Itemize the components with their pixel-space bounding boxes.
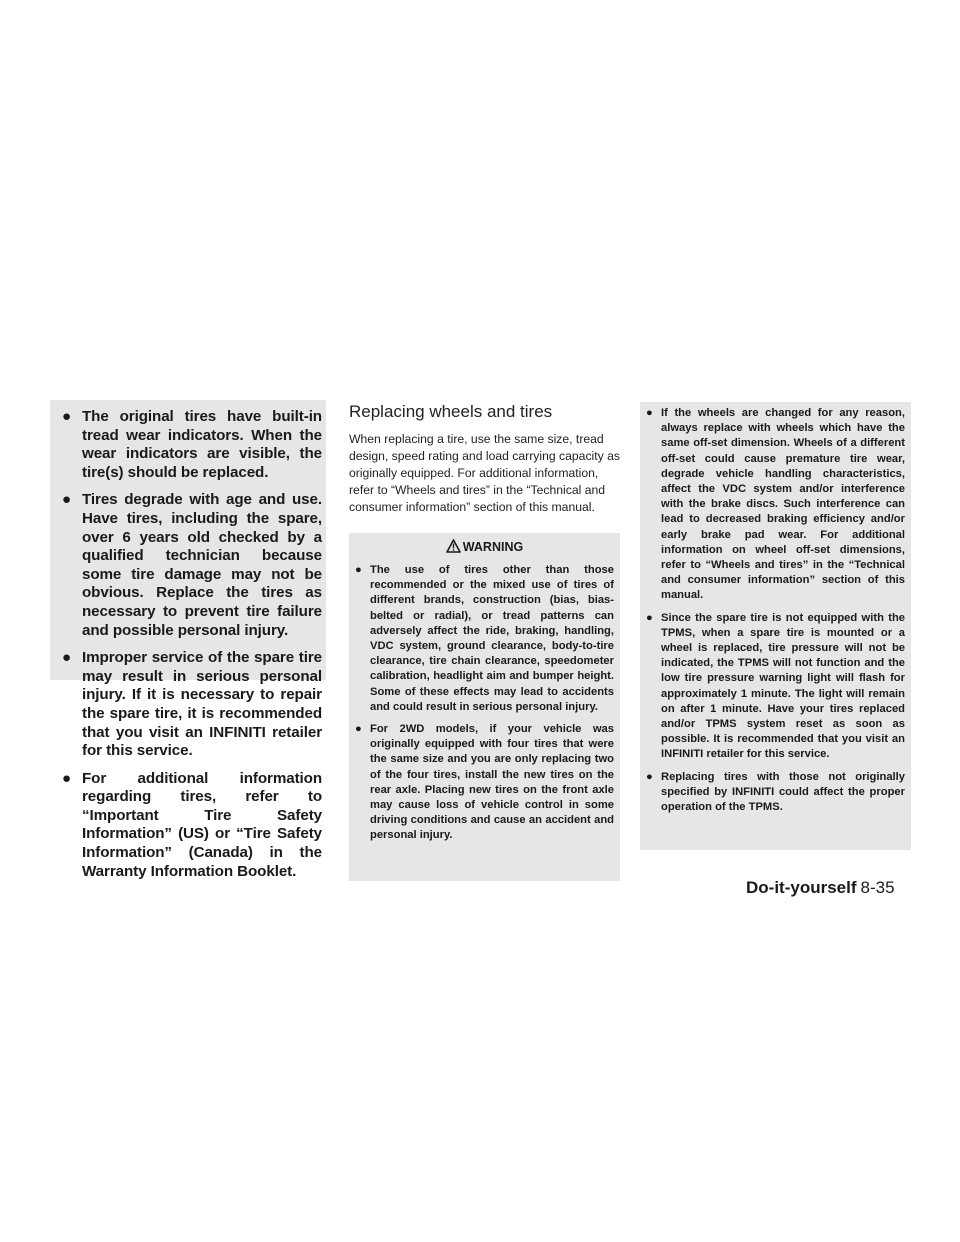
section-intro: When replacing a tire, use the same size, tread design, speed rating and load carrying capacity as originally equipped. For additional information, refer to “Wheels and tires” in the “Technical and consumer information” section of this manual. [349,432,620,514]
list-item-text: Since the spare tire is not equipped with the TPMS, when a spare tire is mounted or a wheel is replaced, tire pressure will not be indicated, the TPMS will not function and the low tire pressure warning light will flash for approximately 1 minute. The light will remain on after 1 minute. Have your tires replaced and/or TPMS system reset as soon as possible. It is recommended that you visit an INFINITI retailer for this service. [661,611,905,761]
list-item-text: If the wheels are changed for any reason, always replace with wheels which have the same off-set dimension. Wheels of a different off-set could cause premature tire wear, degrade vehicle handling characteristics, affect the VDC system and/or interference with the brake discs. Such interference can lead to decreased braking efficiency and/or early brake pad wear. For additional information on wheel off-set dimensions, refer to “Wheels and tires” in the “Technical and consumer information” section of this manual. [661,407,905,602]
list-item-text: Improper service of the spare tire may result in serious personal injury. If it is necessary to repair the spare tire, it is recommended that you visit an INFINITI retailer for this service. [82,649,322,760]
list-item-text: The use of tires other than those recommended or the mixed use of tires of different brands, construction (bias, bias-belted or radial), or tread patterns can adversely affect the ride, braking, handling, VDC system, ground clearance, body-to-tire clearance, tire chain clearance, speedometer calibration, headlight aim and bumper height. Some of these effects may lead to accidents and could result in serious personal injury. [370,564,614,713]
list-item [60,491,322,640]
list-item [646,611,905,763]
warning-list [355,563,614,844]
list-item-text: Replacing tires with those not originally specified by INFINITI could affect the proper operation of the TPMS. [661,770,905,814]
list-item [60,649,322,761]
bullet-icon: ● [62,491,72,509]
warning-continued-list [646,406,905,815]
warning-triangle-icon [446,539,461,553]
list-item [355,563,614,715]
section-title: Replacing wheels and tires [349,402,553,421]
bullet-icon: ● [62,769,72,787]
bullet-icon: ● [646,770,653,783]
bullet-icon: ● [646,407,653,419]
bullet-icon: ● [646,611,653,624]
bullet-icon: ● [355,723,362,736]
list-item [355,722,614,844]
warning-header [355,539,614,555]
list-item [646,406,905,604]
list-item [60,770,322,882]
list-item-text: For additional information regarding tires, refer to “Important Tire Safety Information” (US) or “Tire Safety Information” (Canada) in the Warranty Information Booklet. [82,769,322,880]
page-footer [746,878,916,898]
warning-continued-box [640,402,911,850]
tire-notes-box [50,400,326,880]
list-item [646,770,905,816]
bullet-icon: ● [62,649,72,667]
bullet-icon: ● [62,408,72,425]
bullet-icon: ● [355,564,362,576]
list-item-text: For 2WD models, if your vehicle was originally equipped with four tires that were the same size and you are only replacing two of the four tires, install the new tires on the rear axle. Placing new tires on the front axle may cause loss of vehicle control in some driving conditions and cause an accident and personal injury. [370,723,614,842]
page-number: 8-35 [860,878,895,897]
replacing-wheels-section [349,402,620,881]
warning-box [349,533,620,881]
list-item [60,408,322,482]
footer-section-name: Do-it-yourself [746,878,857,897]
list-item-text: The original tires have built-in tread wear indicators. When the wear indicators are visible, the tire(s) should be replaced. [82,408,322,481]
warning-label: WARNING [462,540,524,554]
list-item-text: Tires degrade with age and use. Have tires, including the spare, over 6 years old checked by a qualified technician because some tire damage may not be obvious. Replace the tires as necessary to prevent tire failure and possible personal injury. [82,491,322,639]
tire-notes-list [60,408,322,881]
